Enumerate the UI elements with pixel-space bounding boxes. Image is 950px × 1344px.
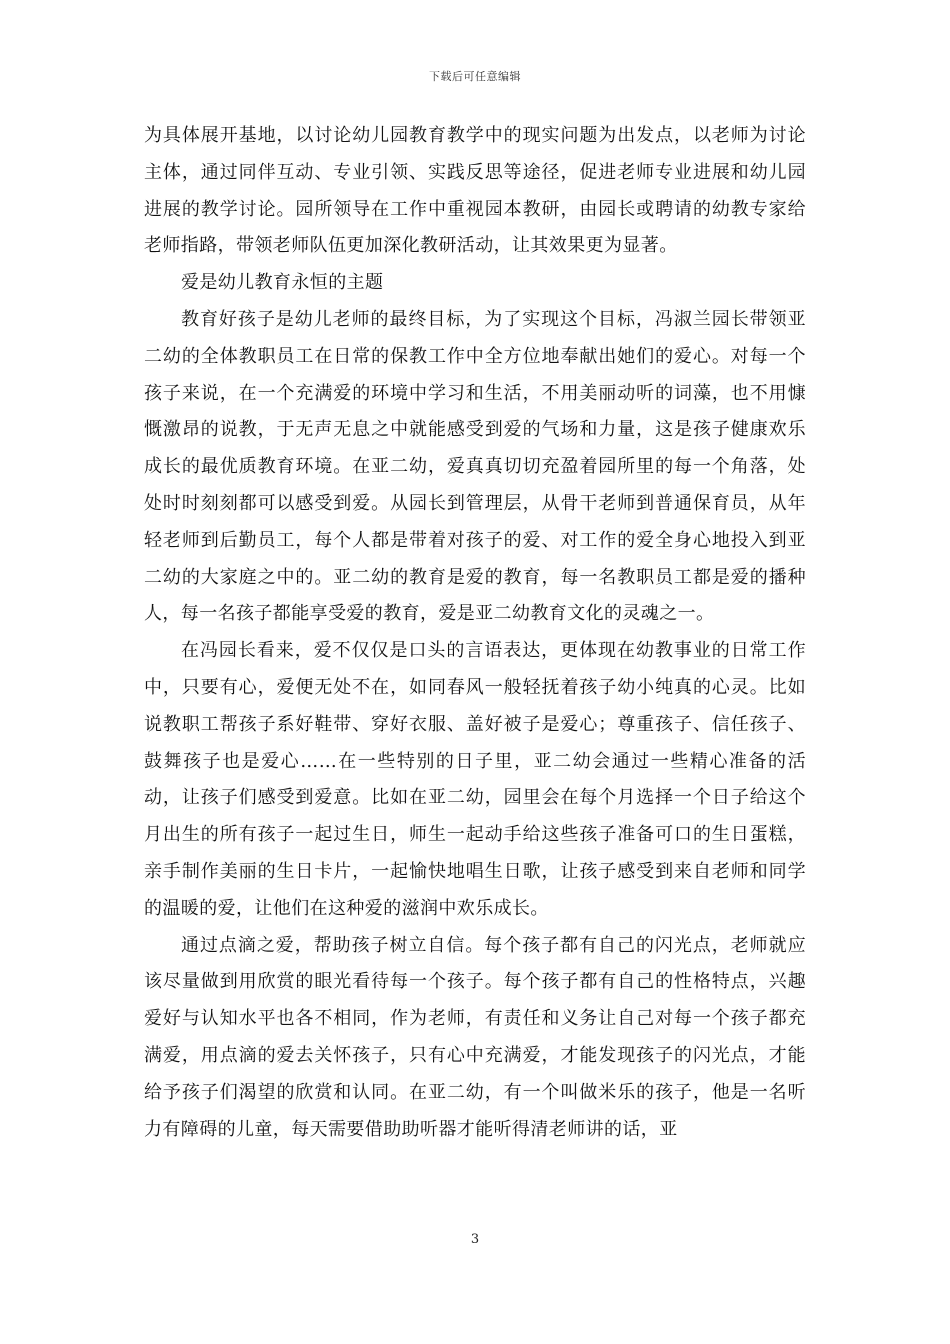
body-paragraph: 为具体展开基地，以讨论幼儿园教育教学中的现实问题为出发点，以老师为讨论主体，通过同伴互动、专业引领、实践反思等途径，促进老师专业进展和幼儿园进展的教学讨论。园所领导在工作中重视园本教研，由园长或聘请的幼教专家给老师指路，带领老师队伍更加深化教研活动，让其效果更为显著。 — [144, 125, 806, 257]
document-body — [144, 118, 806, 1148]
page-number: 3 — [470, 1232, 480, 1247]
page-header: 下载后可任意编辑 — [429, 70, 521, 83]
body-paragraph: 在冯园长看来，爱不仅仅是口头的言语表达，更体现在幼教事业的日常工作中，只要有心，爱便无处不在，如同春风一般轻抚着孩子幼小纯真的心灵。比如说教职工帮孩子系好鞋带、穿好衣服、盖好被子是爱心；尊重孩子、信任孩子、鼓舞孩子也是爱心……在一些特别的日子里，亚二幼会通过一些精心准备的活动，让孩子们感受到爱意。比如在亚二幼，园里会在每个月选择一个日子给这个月出生的所有孩子一起过生日，师生一起动手给这些孩子准备可口的生日蛋糕，亲手制作美丽的生日卡片，一起愉快地唱生日歌，让孩子感受到来自老师和同学的温暖的爱，让他们在这种爱的滋润中欢乐成长。 — [144, 640, 806, 919]
body-paragraph: 教育好孩子是幼儿老师的最终目标，为了实现这个目标，冯淑兰园长带领亚二幼的全体教职员工在日常的保教工作中全方位地奉献出她们的爱心。对每一个孩子来说，在一个充满爱的环境中学习和生活，不用美丽动听的词藻，也不用慷慨激昂的说教，于无声无息之中就能感受到爱的气场和力量，这是孩子健康欢乐成长的最优质教育环境。在亚二幼，爱真真切切充盈着园所里的每一个角落，处处时时刻刻都可以感受到爱。从园长到管理层，从骨干老师到普通保育员，从年轻老师到后勤员工，每个人都是带着对孩子的爱、对工作的爱全身心地投入到亚二幼的大家庭之中的。亚二幼的教育是爱的教育，每一名教职员工都是爱的播种人，每一名孩子都能享受爱的教育，爱是亚二幼教育文化的灵魂之一。 — [144, 308, 806, 625]
body-paragraph: 通过点滴之爱，帮助孩子树立自信。每个孩子都有自己的闪光点，老师就应该尽量做到用欣赏的眼光看待每一个孩子。每个孩子都有自己的性格特点，兴趣爱好与认知水平也各不相同，作为老师，有责任和义务让自己对每一个孩子都充满爱，用点滴的爱去关怀孩子，只有心中充满爱，才能发现孩子的闪光点，才能给予孩子们渴望的欣赏和认同。在亚二幼，有一个叫做米乐的孩子，他是一名听力有障碍的儿童，每天需要借助助听器才能听得清老师讲的话，亚 — [144, 934, 806, 1140]
section-heading: 爱是幼儿教育永恒的主题 — [181, 272, 384, 294]
